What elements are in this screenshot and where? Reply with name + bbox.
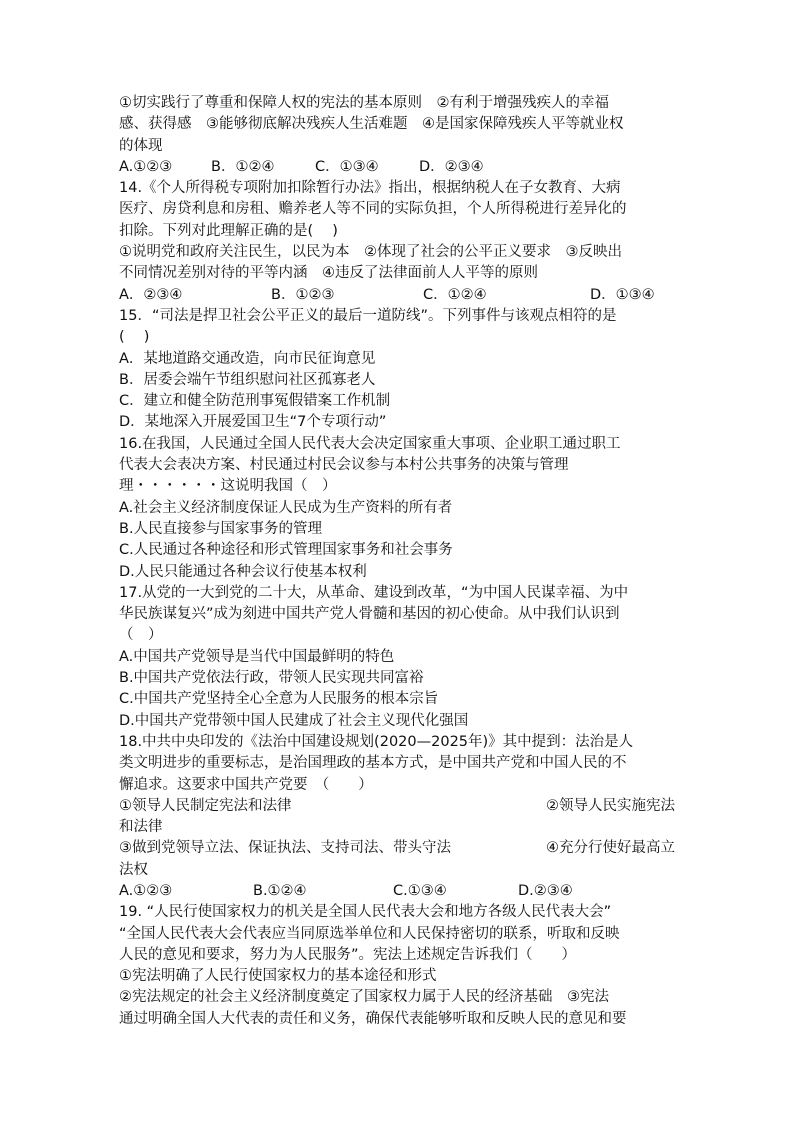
- q19-stem-3: 人民的意见和要求，努力为人民服务”。宪法上述规定告诉我们（ ）: [119, 946, 577, 963]
- q15-stem-1: 15．“司法是捍卫社会公平正义的最后一道防线”。下列事件与该观点相符的是: [119, 307, 617, 324]
- q18-statement-4-wrap: 法权: [119, 861, 148, 878]
- q17-stem-1: 17.从党的一大到党的二十大，从革命、建设到改革，“为中国人民谋幸福、为中: [119, 584, 629, 601]
- q17-stem-3: （ ）: [119, 627, 163, 644]
- q14-line-2: 医疗、房贷利息和房租、赡养老人等不同的实际负担，个人所得税进行差异化的: [119, 201, 627, 218]
- q18-stem-1: 18.中共中央印发的《法治中国建设规划(2020—2025年)》其中提到：法治是人: [119, 733, 634, 750]
- q16-option-d[interactable]: D.人民只能通过各种会议行使基本权利: [119, 563, 367, 580]
- q16-option-a[interactable]: A.社会主义经济制度保证人民成为生产资料的所有者: [119, 499, 453, 516]
- q18-choices: [119, 881, 675, 902]
- q15-option-b[interactable]: B．居委会端午节组织慰问社区孤寡老人: [119, 371, 376, 388]
- q18-choice-b[interactable]: B.①②④: [253, 882, 307, 899]
- q17-option-a[interactable]: A.中国共产党领导是当代中国最鲜明的特色: [119, 648, 395, 665]
- q14-choice-d[interactable]: D．①③④: [590, 286, 655, 303]
- q18-options-row-1: [119, 796, 675, 817]
- q13-line-1: ①切实践行了尊重和保障人权的宪法的基本原则 ②有利于增强残疾人的幸福: [119, 95, 609, 111]
- q15-stem-2: ( ): [119, 329, 150, 346]
- q18-statement-4[interactable]: ④充分行使好最高立: [546, 840, 675, 857]
- q18-statement-2-part-2: 法: [660, 797, 675, 814]
- q14-choice-a[interactable]: A．②③④: [119, 286, 183, 303]
- q16-stem-3: 理・・・・・・这说明我国（ ）: [119, 478, 337, 495]
- q14-line-4: ①说明党和政府关注民生，以民为本 ②体现了社会的公平正义要求 ③反映出: [119, 244, 622, 261]
- q17-option-d[interactable]: D.中国共产党带领中国人民建成了社会主义现代化强国: [119, 712, 469, 729]
- q13-line-2: 感、获得感 ③能够彻底解决残疾人生活难题 ④是国家保障残疾人平等就业权: [119, 116, 624, 133]
- q16-stem-1: 16.在我国，人民通过全国人民代表大会决定国家重大事项、企业职工通过职工: [119, 435, 621, 452]
- q13-choice-c[interactable]: C．①③④: [315, 158, 379, 175]
- q16-option-b[interactable]: B.人民直接参与国家事务的管理: [119, 520, 323, 537]
- q18-statement-2-part-1: ②领导人民实施宪: [546, 797, 661, 814]
- q17-stem-2: 华民族谋复兴”成为刻进中国共产党人骨髓和基因的初心使命。从中我们认识到: [119, 606, 620, 623]
- q13-choice-a[interactable]: A.①②③: [119, 158, 173, 175]
- q14-choice-b[interactable]: B．①②③: [271, 286, 335, 303]
- q13-line-3: 的体现: [119, 137, 163, 154]
- q14-choices: [119, 285, 675, 306]
- q13-choice-b[interactable]: B．①②④: [211, 158, 275, 175]
- q18-statement-2[interactable]: [546, 796, 675, 817]
- exam-page: [119, 93, 675, 1030]
- q18-statement-1[interactable]: ①领导人民制定宪法和法律: [119, 797, 292, 814]
- q13-choice-d[interactable]: D．②③④: [419, 158, 484, 175]
- q18-statement-2-wrap: 和法律: [119, 819, 163, 836]
- q15-option-d[interactable]: D．某地深入开展爱国卫生“7个专项行动”: [119, 414, 387, 431]
- q17-option-c[interactable]: C.中国共产党坚持全心全意为人民服务的根本宗旨: [119, 691, 439, 708]
- q18-choice-a[interactable]: A.①②③: [119, 882, 173, 899]
- q14-choice-c[interactable]: C．①②④: [423, 286, 487, 303]
- q14-line-1: 14.《个人所得税专项附加扣除暂行办法》指出，根据纳税人在子女教育、大病: [119, 180, 621, 197]
- q18-choice-d[interactable]: D.②③④: [518, 882, 573, 899]
- q19-stem-1: 19. “人民行使国家权力的机关是全国人民代表大会和地方各级人民代表大会”: [119, 904, 612, 921]
- q19-statement-3[interactable]: 通过明确全国人大代表的责任和义务，确保代表能够听取和反映人民的意见和要: [119, 1010, 627, 1027]
- q16-stem-2: 代表大会表决方案、村民通过村民会议参与本村公共事务的决策与管理: [119, 457, 569, 474]
- q15-option-a[interactable]: A．某地道路交通改造，向市民征询意见: [119, 350, 376, 367]
- q17-option-b[interactable]: B.中国共产党依法行政，带领人民实现共同富裕: [119, 670, 424, 687]
- q14-line-5: 不同情况差别对待的平等内涵 ④违反了法律面前人人平等的原则: [119, 265, 538, 282]
- q18-choice-c[interactable]: C.①③④: [393, 882, 447, 899]
- q18-stem-3: 懈追求。这要求中国共产党要 （ ）: [119, 776, 373, 793]
- q16-option-c[interactable]: C.人民通过各种途径和形式管理国家事务和社会事务: [119, 542, 453, 559]
- q19-statement-1[interactable]: ①宪法明确了人民行使国家权力的基本途径和形式: [119, 968, 437, 985]
- q19-stem-2: “全国人民代表大会代表应当同原选举单位和人民保持密切的联系，听取和反映: [119, 925, 620, 942]
- q18-options-row-2: [119, 838, 675, 859]
- q18-statement-3[interactable]: ③做到党领导立法、保证执法、支持司法、带头守法: [119, 840, 451, 857]
- q15-option-c[interactable]: C．建立和健全防范刑事冤假错案工作机制: [119, 393, 391, 410]
- q18-stem-2: 类文明进步的重要标志，是治国理政的基本方式，是中国共产党和中国人民的不: [119, 755, 627, 772]
- q14-line-3: 扣除。下列对此理解正确的是( ): [119, 222, 338, 239]
- q19-statement-2[interactable]: ②宪法规定的社会主义经济制度奠定了国家权力属于人民的经济基础 ③宪法: [119, 989, 609, 1006]
- q13-choices: [119, 157, 675, 178]
